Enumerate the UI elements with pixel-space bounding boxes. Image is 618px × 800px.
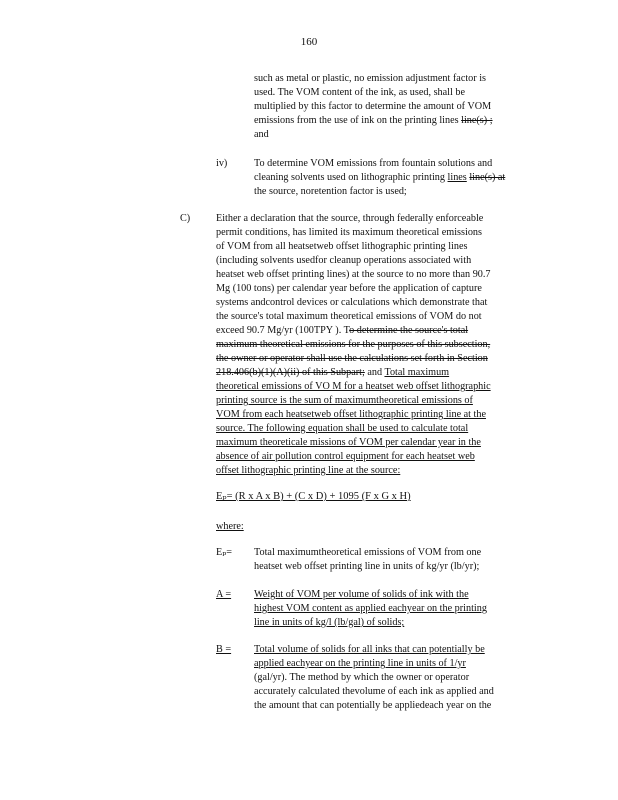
text-line: multiplied by this factor to determine the amount of VOM (254, 101, 492, 112)
text-line: Mg (100 tons) per calendar year before the application of capture (216, 283, 482, 294)
text-line: line in units of kg/l (lb/gal) of solids; (254, 617, 405, 628)
item-iv-text (254, 157, 536, 199)
text-line (216, 338, 536, 352)
page-number: 160 (300, 36, 318, 48)
inserted-text: VOM from each heatsetweb offset lithographic printing line at the (216, 409, 486, 420)
text-line: To determine VOM emissions from fountain solutions and (254, 158, 493, 169)
text-line (216, 450, 536, 464)
text-line (216, 380, 536, 394)
text-line: and (254, 129, 269, 140)
text-line: emissions from the use of ink on the printing lines line(s) ; (254, 115, 493, 126)
item-c-text (216, 212, 536, 478)
text-line: Either a declaration that the source, through federally enforceable (216, 213, 484, 224)
text-line: Weight of VOM per volume of solids of ink with the (254, 589, 469, 600)
text-line: cleaning solvents used on lithographic printing lines line(s) at (254, 172, 506, 183)
text-line: (gal/yr). The method by which the owner or operator (254, 672, 470, 683)
item-label-iv: iv) (216, 158, 228, 169)
struck-text: 218.406(b)(1)(A)(ii) of this Subpart; (216, 367, 365, 378)
inserted-text: theoretical emissions of VO M for a heatset web offset lithographic (216, 381, 491, 392)
struck-text: line(s) at (469, 172, 506, 183)
inserted-text: Total maximum (384, 367, 450, 378)
inserted-text: maximum theoreticale missions of VOM per calendar year in the (216, 437, 481, 448)
inserted-text: source. The following equation shall be used to calculate total (216, 423, 469, 434)
def-symbol-a: A = (216, 589, 232, 600)
text-line (216, 436, 536, 450)
inserted-text: absence of air pollution control equipment for each heatset web (216, 451, 475, 462)
text-line: used. The VOM content of the ink, as used, shall be (254, 87, 465, 98)
text-line: 218.406(b)(1)(A)(ii) of this Subpart; and Total maximum (216, 367, 450, 378)
text-line: such as metal or plastic, no emission adjustment factor is (254, 73, 486, 84)
where-label: where: (216, 521, 244, 532)
def-text-b (254, 643, 536, 713)
text-line (216, 352, 536, 366)
text-line: the amount that can potentially be appliedeach year on the (254, 700, 492, 711)
text-line: permit conditions, has limited its maximum theoretical emissions (216, 227, 482, 238)
def-text-a (254, 588, 534, 630)
inserted-text: printing source is the sum of maximumtheoretical emissions of (216, 395, 473, 406)
text-line: applied eachyear on the printing line in units of 1/yr (254, 658, 466, 669)
continued-paragraph (254, 72, 530, 142)
text-line: heatset web offset printing lines) at the source to no more than 90.7 (216, 269, 491, 280)
struck-text: the owner or operator shall use the calculations set forth in Section (216, 353, 488, 364)
text-line (216, 422, 536, 436)
text-line (216, 464, 536, 478)
text-line (216, 394, 536, 408)
def-symbol-b: B = (216, 644, 232, 655)
text-line: accurately calculated thevolume of each ink as applied and (254, 686, 494, 697)
text-line: heatset web offset printing line in units of kg/yr (lb/yr); (254, 561, 480, 572)
text-line: Total volume of solids for all inks that can potentially be (254, 644, 485, 655)
text-line: of VOM from all heatsetweb offset lithographic printing lines (216, 241, 468, 252)
inserted-text: lines (447, 172, 467, 183)
emission-formula: Eₚ= (R x A x B) + (C x D) + 1095 (F x G x H) (216, 491, 411, 502)
inserted-text: offset lithographic printing line at the source: (216, 465, 401, 476)
item-label-c: C) (180, 213, 191, 224)
struck-text: o determine the source's total (349, 325, 469, 336)
text-line: systems andcontrol devices or calculations which demonstrate that (216, 297, 488, 308)
text-line: (including solvents usedfor cleanup operations associated with (216, 255, 472, 266)
text-line: highest VOM content as applied eachyear on the printing (254, 603, 487, 614)
text-line: the source, noretention factor is used; (254, 186, 407, 197)
struck-text: maximum theoretical emissions for the purposes of this subsection, (216, 339, 491, 350)
text-line: Total maximumtheoretical emissions of VOM from one (254, 547, 482, 558)
text-line: the source's total maximum theoretical emissions of VOM do not (216, 311, 482, 322)
struck-text: line(s) ; (461, 115, 493, 126)
text-line (216, 408, 536, 422)
def-symbol-ep: Eₚ= (216, 547, 233, 558)
def-text-ep (254, 546, 534, 574)
text-line: exceed 90.7 Mg/yr (100TPY ). To determine the source's total (216, 325, 469, 336)
